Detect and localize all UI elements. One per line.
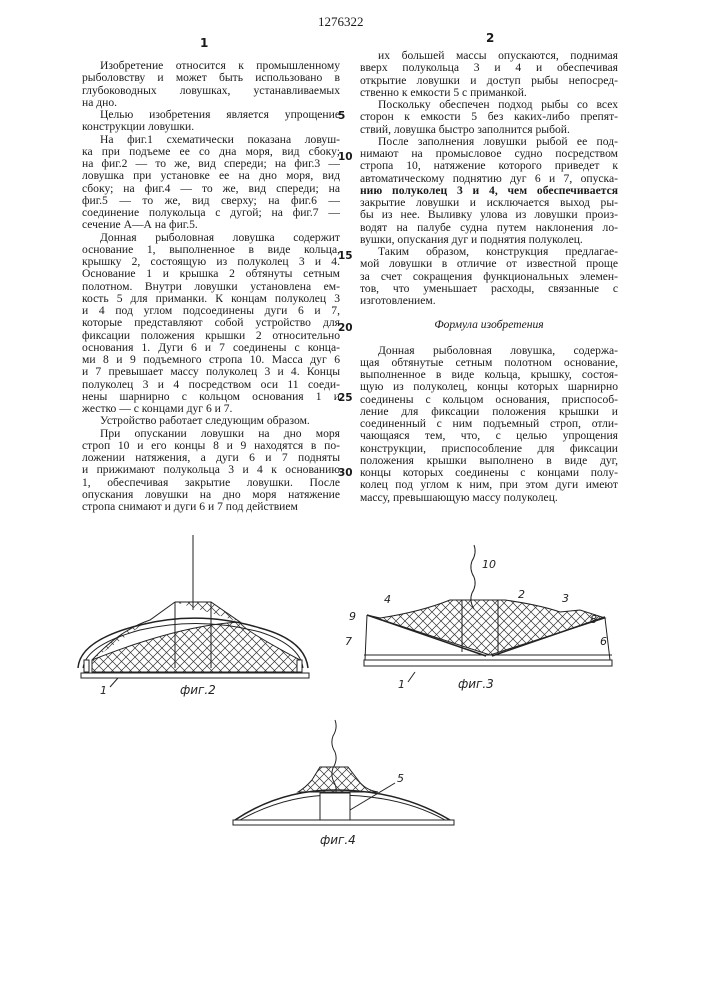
text-line: щую из полуколец, концы которых шарнирно: [360, 381, 618, 393]
text-line: На фиг.1 схематически показана ловуш-: [82, 134, 340, 146]
text-line: глубоководных ловушках, устанавливаемых: [82, 85, 340, 97]
line-number: 30: [338, 467, 353, 479]
text-line: Таким образом, конструкция предлагае-: [360, 246, 618, 258]
text-line: соединены с кольцом основания, приспособ-: [360, 394, 618, 406]
text-line: стропа 10, натяжение которого приведет к: [360, 160, 618, 172]
text-line: за счет сокращения функциональных элемен-: [360, 271, 618, 283]
text-line: Основание 1 и крышка 2 обтянуты сетным: [82, 268, 340, 280]
text-line: Целью изобретения является упрощение: [82, 109, 340, 121]
fig2-caption: фиг.2: [180, 683, 216, 697]
claims-heading: Формула изобретения: [360, 319, 618, 331]
text-line: нены шарнирно с кольцом основания 1 и: [82, 391, 340, 403]
text-line: щая обтянутые сетным полотном основание,: [360, 357, 618, 369]
text-line: положения крышки выполнено в виде дуг,: [360, 455, 618, 467]
line-number: 20: [338, 322, 353, 334]
text-line: ми 8 и 9 подъемного стропа 10. Масса дуг 6: [82, 354, 340, 366]
fig3-caption: фиг.3: [458, 677, 494, 691]
text-line: концы которых соединены с концами полу-: [360, 467, 618, 479]
text-line: опускания ловушки на дно моря натяжение: [82, 489, 340, 501]
column-number-2: 2: [486, 31, 494, 45]
text-line: изготовлением.: [360, 295, 618, 307]
text-line: которые представляют собой устройство для: [82, 317, 340, 329]
text-line: и прижимают полукольца 3 и 4 к основанию: [82, 464, 340, 476]
text-line: тов, что уменьшает расходы, связанные с: [360, 283, 618, 295]
text-line: вушки, опускания дуг и поднятия полуколец.: [360, 234, 618, 246]
line-number: 5: [338, 110, 345, 122]
figure-4-drawing: [233, 720, 454, 825]
fig3-label-7: 7: [345, 635, 352, 648]
text-line: фиксации положения крышки 2 относительно: [82, 330, 340, 342]
text-line: конструкции, приспособление для фиксации: [360, 443, 618, 455]
text-line: строп 10 и его концы 8 и 9 находятся в по-: [82, 440, 340, 452]
fig4-caption: фиг.4: [320, 833, 356, 847]
fig3-label-6: 6: [600, 635, 607, 648]
line-number: 10: [338, 151, 353, 163]
fig4-label-5: 5: [397, 772, 404, 785]
text-line: и 4 под углом подсоединены дуги 6 и 7,: [82, 305, 340, 317]
text-line: ствий, ловушка быстро заполнится рыбой.: [360, 124, 618, 136]
text-line: ственно к емкости 5 с приманкой.: [360, 87, 618, 99]
text-line: на дно.: [82, 97, 340, 109]
text-line: рыболовству и может быть использовано в: [82, 72, 340, 84]
text-line: автоматическому поднятию дуг 6 и 7, опуска-: [360, 173, 618, 185]
text-line: ка при подъеме ее со дна моря, вид сбоку;: [82, 146, 340, 158]
fig3-label-3: 3: [562, 592, 569, 605]
text-line: 1, обеспечивая закрытие ловушки. После: [82, 477, 340, 489]
column-number-1: 1: [200, 36, 208, 50]
text-line: жестко — с концами дуг 6 и 7.: [82, 403, 340, 415]
fig2-label-1: 1: [100, 684, 107, 697]
fig3-label-8: 8: [590, 613, 597, 626]
text-line: нимают на промысловое судно посредством: [360, 148, 618, 160]
text-line: сечение А—А на фиг.5.: [82, 219, 340, 231]
text-line: Поскольку обеспечен подход рыбы со всех: [360, 99, 618, 111]
text-line: и 7 превышает массу полуколец 3 и 4. Концы: [82, 366, 340, 378]
text-line: конструкции ловушки.: [82, 121, 340, 133]
text-line: основания 1. Дуги 6 и 7 соединены с конца-: [82, 342, 340, 354]
fig3-label-1: 1: [398, 678, 405, 691]
text-line: соединение полукольца с дугой; на фиг.7 —: [82, 207, 340, 219]
text-line: Устройство работает следующим образом.: [82, 415, 340, 427]
text-line: Изобретение относится к промышленному: [82, 60, 340, 72]
drawings: [0, 0, 707, 1000]
text-line: массу, превышающую массу полуколец.: [360, 492, 618, 504]
text-line: стропа снимают и дуги 6 и 7 под действием: [82, 501, 340, 513]
line-number: 15: [338, 250, 353, 262]
figure-2-drawing: [78, 535, 309, 687]
fig3-label-9: 9: [349, 610, 356, 623]
text-line: бы из нее. Выливку улова из ловушки произ-: [360, 209, 618, 221]
fig3-label-2: 2: [518, 588, 525, 601]
text-line: сторон к емкости 5 без каких-либо препят-: [360, 111, 618, 123]
text-line: открытие ловушки и доступ рыбы непосред-: [360, 75, 618, 87]
patent-number: 1276322: [318, 14, 364, 30]
text-line: колец под углом к ним, при этом дуги имеют: [360, 479, 618, 491]
text-line: их большей массы опускаются, поднимая: [360, 50, 618, 62]
text-line: закрытие ловушки и исключается выход ры-: [360, 197, 618, 209]
text-line: чающаяся тем, что, с целью упрощения: [360, 430, 618, 442]
text-line: сбоку; на фиг.4 — то же, вид спереди; на: [82, 183, 340, 195]
text-line: кость 5 для приманки. К концам полуколец 3: [82, 293, 340, 305]
text-line: вверх полукольца 3 и 4 и обеспечивая: [360, 62, 618, 74]
text-line: основание 1, выполненное в виде кольца,: [82, 244, 340, 256]
text-line: Донная рыболовная ловушка, содержа-: [360, 345, 618, 357]
text-line: на фиг.2 — то же, вид спереди; на фиг.3 —: [82, 158, 340, 170]
text-line: После заполнения ловушки рыбой ее под-: [360, 136, 618, 148]
line-number: 25: [338, 392, 353, 404]
text-line: мой ловушки в отличие от известной проще: [360, 258, 618, 270]
text-line: водят на палубе судна путем наклонения ло-: [360, 222, 618, 234]
fig3-label-4: 4: [384, 593, 391, 606]
text-line: выполненное в виде кольца, крышку, состоя-: [360, 369, 618, 381]
fig3-label-10: 10: [482, 558, 496, 571]
text-line: полотном. Внутри ловушки установлена ем-: [82, 281, 340, 293]
text-line: ление для фиксации положения крышки и: [360, 406, 618, 418]
text-line: соединенный с ним подъемный строп, отли-: [360, 418, 618, 430]
text-line: При опускании ловушки на дно моря: [82, 428, 340, 440]
text-line: крышку 2, состоящую из полуколец 3 и 4.: [82, 256, 340, 268]
text-line: нию полуколец 3 и 4, чем обеспечивается: [360, 185, 618, 197]
text-line: Донная рыболовная ловушка содержит: [82, 232, 340, 244]
text-line: ложении натяжения, а дуги 6 и 7 подняты: [82, 452, 340, 464]
text-line: полуколец 3 и 4 посредством оси 11 соеди-: [82, 379, 340, 391]
text-line: фиг.5 — то же, вид сверху; на фиг.6 —: [82, 195, 340, 207]
text-line: ловушка при установке ее на дно моря, вид: [82, 170, 340, 182]
